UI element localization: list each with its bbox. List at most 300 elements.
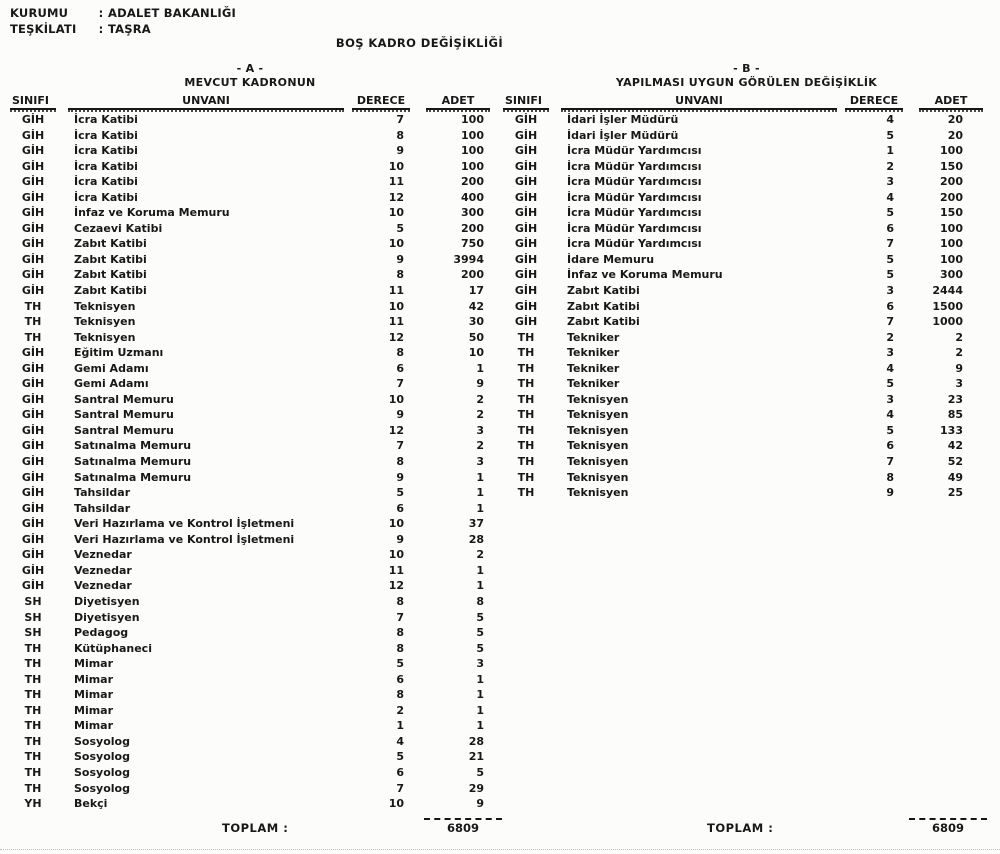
cell-adet: 2444 <box>932 284 963 298</box>
cell-derece: 9 <box>886 486 894 500</box>
cell-unvani: İnfaz ve Koruma Memuru <box>74 206 230 220</box>
cell-sinifi: TH <box>517 455 535 469</box>
cell-unvani: İcra Müdür Yardımcısı <box>567 175 702 189</box>
table-row <box>10 454 490 470</box>
table-row <box>503 470 990 486</box>
cell-adet: 100 <box>461 159 484 173</box>
cell-unvani: İcra Müdür Yardımcısı <box>567 206 702 220</box>
cell-unvani: Mimar <box>74 703 114 717</box>
table-row <box>10 656 490 672</box>
table-b-total-label: TOPLAM : <box>707 821 774 835</box>
cell-adet: 2 <box>476 548 484 562</box>
cell-sinifi: TH <box>517 392 535 406</box>
table-row <box>10 283 490 299</box>
cell-derece: 10 <box>388 797 404 811</box>
cell-derece: 4 <box>396 734 404 748</box>
cell-sinifi: GİH <box>21 252 45 266</box>
cell-adet: 5 <box>476 610 484 624</box>
cell-unvani: Mimar <box>74 672 114 686</box>
cell-derece: 2 <box>886 159 894 173</box>
cell-adet: 400 <box>461 190 484 204</box>
table-row <box>10 376 490 392</box>
column-header-derece: DERECE <box>352 93 410 110</box>
cell-derece: 8 <box>396 641 404 655</box>
table-row <box>10 299 490 315</box>
cell-adet: 5 <box>476 765 484 779</box>
cell-sinifi: GİH <box>21 486 45 500</box>
cell-adet: 3 <box>476 455 484 469</box>
cell-sinifi: TH <box>517 346 535 360</box>
cell-sinifi: SH <box>24 610 42 624</box>
cell-derece: 12 <box>388 330 404 344</box>
cell-sinifi: GİH <box>21 439 45 453</box>
cell-derece: 12 <box>388 579 404 593</box>
cell-adet: 1 <box>476 579 484 593</box>
cell-derece: 12 <box>388 423 404 437</box>
cell-sinifi: GİH <box>21 579 45 593</box>
table-row <box>10 143 490 159</box>
cell-adet: 3994 <box>453 252 484 266</box>
cell-sinifi: TH <box>24 734 42 748</box>
table-row <box>10 423 490 439</box>
page-bottom-scan-line <box>0 849 1000 850</box>
cell-adet: 100 <box>461 128 484 142</box>
cell-unvani: Zabıt Katibi <box>567 284 640 298</box>
table-b-approved-changes <box>503 60 990 852</box>
cell-adet: 29 <box>468 781 484 795</box>
cell-derece: 5 <box>396 486 404 500</box>
cell-derece: 6 <box>886 439 894 453</box>
cell-derece: 4 <box>886 408 894 422</box>
table-row <box>503 174 990 190</box>
cell-sinifi: SH <box>24 594 42 608</box>
cell-unvani: İcra Müdür Yardımcısı <box>567 221 702 235</box>
column-header-sinifi: SINIFI <box>10 93 56 110</box>
cell-derece: 2 <box>886 330 894 344</box>
table-row <box>503 112 990 128</box>
cell-sinifi: TH <box>517 361 535 375</box>
table-row <box>503 143 990 159</box>
cell-derece: 1 <box>886 144 894 158</box>
cell-derece: 5 <box>396 221 404 235</box>
table-row <box>503 159 990 175</box>
column-header-unvani: UNVANI <box>68 93 344 110</box>
cell-sinifi: GİH <box>514 175 538 189</box>
cell-adet: 3 <box>955 377 963 391</box>
cell-adet: 9 <box>476 377 484 391</box>
cell-adet: 100 <box>940 221 963 235</box>
table-row <box>10 501 490 517</box>
cell-adet: 200 <box>461 175 484 189</box>
cell-derece: 11 <box>388 315 404 329</box>
cell-derece: 3 <box>886 346 894 360</box>
cell-adet: 1 <box>476 719 484 733</box>
table-a-section-title: MEVCUT KADRONUN <box>184 75 316 89</box>
cell-unvani: Zabıt Katibi <box>74 252 147 266</box>
cell-sinifi: GİH <box>21 159 45 173</box>
cell-sinifi: GİH <box>514 159 538 173</box>
cell-sinifi: GİH <box>21 377 45 391</box>
cell-derece: 10 <box>388 548 404 562</box>
cell-derece: 5 <box>886 252 894 266</box>
cell-unvani: Teknisyen <box>567 486 629 500</box>
cell-sinifi: GİH <box>21 221 45 235</box>
table-b-total-row <box>503 816 990 842</box>
cell-adet: 42 <box>468 299 484 313</box>
cell-sinifi: GİH <box>21 206 45 220</box>
table-row <box>10 796 490 812</box>
cell-derece: 4 <box>886 113 894 126</box>
table-a-column-headers <box>10 93 490 111</box>
cell-adet: 20 <box>947 113 963 126</box>
cell-unvani: İdari İşler Müdürü <box>567 113 679 126</box>
cell-derece: 6 <box>396 501 404 515</box>
cell-unvani: Teknisyen <box>74 330 136 344</box>
cell-adet: 23 <box>947 392 963 406</box>
table-row <box>10 703 490 719</box>
teskilati-value: TAŞRA <box>108 22 151 36</box>
cell-sinifi: TH <box>24 765 42 779</box>
cell-unvani: Teknisyen <box>567 470 629 484</box>
cell-unvani: Teknisyen <box>567 455 629 469</box>
cell-sinifi: GİH <box>21 268 45 282</box>
cell-unvani: İcra Katibi <box>74 175 138 189</box>
cell-adet: 1 <box>476 688 484 702</box>
cell-adet: 30 <box>468 315 484 329</box>
cell-derece: 10 <box>388 517 404 531</box>
column-header-adet: ADET <box>426 93 490 110</box>
cell-sinifi: TH <box>24 781 42 795</box>
cell-derece: 3 <box>886 284 894 298</box>
cell-derece: 9 <box>396 408 404 422</box>
table-row <box>503 407 990 423</box>
cell-adet: 100 <box>940 144 963 158</box>
cell-sinifi: TH <box>517 330 535 344</box>
cell-adet: 3 <box>476 657 484 671</box>
cell-sinifi: GİH <box>514 268 538 282</box>
cell-derece: 8 <box>396 688 404 702</box>
cell-sinifi: GİH <box>514 252 538 266</box>
cell-adet: 52 <box>947 455 963 469</box>
cell-derece: 7 <box>886 237 894 251</box>
cell-derece: 10 <box>388 299 404 313</box>
document-meta <box>10 5 236 37</box>
cell-unvani: Cezaevi Katibi <box>74 221 163 235</box>
cell-sinifi: GİH <box>21 346 45 360</box>
table-a-rows <box>10 112 490 812</box>
cell-unvani: Teknisyen <box>567 439 629 453</box>
cell-unvani: İcra Müdür Yardımcısı <box>567 237 702 251</box>
cell-derece: 7 <box>886 455 894 469</box>
cell-sinifi: GİH <box>21 113 45 126</box>
cell-sinifi: GİH <box>21 190 45 204</box>
cell-unvani: Zabıt Katibi <box>74 268 147 282</box>
cell-unvani: Teknisyen <box>74 299 136 313</box>
cell-unvani: İcra Katibi <box>74 128 138 142</box>
cell-unvani: Satınalma Memuru <box>74 455 192 469</box>
cell-sinifi: GİH <box>21 501 45 515</box>
table-row <box>503 330 990 346</box>
cell-unvani: Veri Hazırlama ve Kontrol İşletmeni <box>74 517 295 531</box>
cell-unvani: Mimar <box>74 688 114 702</box>
teskilati-label: TEŞKİLATI <box>10 22 77 36</box>
cell-unvani: Tekniker <box>567 377 620 391</box>
cell-unvani: Tekniker <box>567 346 620 360</box>
cell-unvani: Diyetisyen <box>74 594 140 608</box>
table-row <box>503 345 990 361</box>
table-row <box>10 190 490 206</box>
cell-unvani: Bekçi <box>74 797 108 811</box>
table-row <box>10 438 490 454</box>
cell-derece: 4 <box>886 190 894 204</box>
cell-adet: 100 <box>940 237 963 251</box>
table-row <box>10 205 490 221</box>
cell-derece: 5 <box>886 206 894 220</box>
table-row <box>10 578 490 594</box>
cell-adet: 25 <box>947 486 963 500</box>
cell-sinifi: GİH <box>514 113 538 126</box>
cell-unvani: Teknisyen <box>74 315 136 329</box>
column-header-derece: DERECE <box>845 93 903 110</box>
cell-adet: 200 <box>461 268 484 282</box>
cell-unvani: Satınalma Memuru <box>74 470 192 484</box>
cell-adet: 17 <box>468 284 484 298</box>
cell-unvani: Veri Hazırlama ve Kontrol İşletmeni <box>74 532 295 546</box>
page-title: BOŞ KADRO DEĞİŞİKLİĞİ <box>335 36 504 50</box>
cell-adet: 2 <box>955 330 963 344</box>
table-row <box>10 765 490 781</box>
cell-unvani: Teknisyen <box>567 408 629 422</box>
table-row <box>503 252 990 268</box>
cell-sinifi: GİH <box>21 361 45 375</box>
cell-adet: 37 <box>468 517 484 531</box>
cell-derece: 7 <box>396 377 404 391</box>
cell-adet: 28 <box>468 734 484 748</box>
cell-adet: 9 <box>476 797 484 811</box>
cell-unvani: Tekniker <box>567 361 620 375</box>
cell-unvani: Sosyolog <box>74 765 130 779</box>
cell-adet: 200 <box>940 175 963 189</box>
table-a-section-letter: - A - <box>236 62 264 75</box>
cell-adet: 85 <box>947 408 963 422</box>
cell-unvani: Tekniker <box>567 330 620 344</box>
table-row <box>10 159 490 175</box>
cell-derece: 2 <box>396 703 404 717</box>
cell-adet: 5 <box>476 641 484 655</box>
cell-adet: 1 <box>476 501 484 515</box>
cell-derece: 11 <box>388 284 404 298</box>
table-row <box>10 610 490 626</box>
cell-unvani: İdare Memuru <box>567 252 655 266</box>
table-row <box>503 438 990 454</box>
cell-adet: 2 <box>476 439 484 453</box>
cell-derece: 9 <box>396 470 404 484</box>
cell-adet: 5 <box>476 626 484 640</box>
cell-unvani: Sosyolog <box>74 781 130 795</box>
cell-unvani: Veznedar <box>74 548 132 562</box>
cell-derece: 5 <box>886 128 894 142</box>
cell-derece: 8 <box>396 346 404 360</box>
cell-derece: 5 <box>396 657 404 671</box>
table-row <box>10 734 490 750</box>
cell-sinifi: GİH <box>21 455 45 469</box>
cell-unvani: Gemi Adamı <box>74 361 149 375</box>
table-row <box>10 112 490 128</box>
cell-unvani: Santral Memuru <box>74 423 174 437</box>
column-header-sinifi: SINIFI <box>503 93 549 110</box>
table-row <box>503 485 990 501</box>
cell-unvani: Pedagog <box>74 626 129 640</box>
table-a-section-head <box>10 62 490 89</box>
cell-sinifi: TH <box>24 719 42 733</box>
cell-derece: 8 <box>886 470 894 484</box>
teskilati-line <box>10 21 236 37</box>
cell-adet: 200 <box>461 221 484 235</box>
cell-sinifi: YH <box>24 797 42 811</box>
cell-unvani: Sosyolog <box>74 734 130 748</box>
cell-adet: 750 <box>461 237 484 251</box>
cell-unvani: İcra Katibi <box>74 159 138 173</box>
table-row <box>503 376 990 392</box>
cell-adet: 1 <box>476 563 484 577</box>
cell-adet: 100 <box>461 144 484 158</box>
cell-adet: 300 <box>940 268 963 282</box>
cell-derece: 3 <box>886 175 894 189</box>
table-row <box>10 781 490 797</box>
cell-unvani: Mimar <box>74 657 114 671</box>
cell-unvani: Zabıt Katibi <box>74 237 147 251</box>
table-row <box>503 128 990 144</box>
cell-sinifi: TH <box>24 703 42 717</box>
cell-derece: 10 <box>388 392 404 406</box>
cell-derece: 6 <box>396 361 404 375</box>
cell-unvani: Kütüphaneci <box>74 641 152 655</box>
column-header-adet: ADET <box>919 93 983 110</box>
cell-derece: 9 <box>396 144 404 158</box>
cell-derece: 6 <box>396 765 404 779</box>
cell-sinifi: SH <box>24 626 42 640</box>
cell-unvani: İcra Müdür Yardımcısı <box>567 144 702 158</box>
column-header-unvani: UNVANI <box>561 93 837 110</box>
table-row <box>503 221 990 237</box>
cell-adet: 2 <box>476 392 484 406</box>
table-row <box>10 470 490 486</box>
cell-unvani: Satınalma Memuru <box>74 439 192 453</box>
table-row <box>10 314 490 330</box>
cell-unvani: İcra Müdür Yardımcısı <box>567 159 702 173</box>
table-row <box>503 392 990 408</box>
cell-derece: 6 <box>886 299 894 313</box>
cell-sinifi: TH <box>24 688 42 702</box>
cell-unvani: Santral Memuru <box>74 392 174 406</box>
cell-derece: 5 <box>886 268 894 282</box>
table-row <box>10 749 490 765</box>
cell-unvani: İcra Müdür Yardımcısı <box>567 190 702 204</box>
cell-adet: 1500 <box>932 299 963 313</box>
cell-derece: 7 <box>396 781 404 795</box>
cell-derece: 8 <box>396 594 404 608</box>
table-b-rows <box>503 112 990 501</box>
table-row <box>503 267 990 283</box>
cell-sinifi: GİH <box>514 190 538 204</box>
cell-adet: 28 <box>468 532 484 546</box>
kurumu-value: ADALET BAKANLIĞI <box>108 6 237 20</box>
cell-sinifi: TH <box>517 423 535 437</box>
cell-sinifi: GİH <box>514 299 538 313</box>
kurumu-line <box>10 5 236 21</box>
cell-sinifi: GİH <box>514 221 538 235</box>
table-row <box>503 299 990 315</box>
table-row <box>503 314 990 330</box>
table-row <box>10 718 490 734</box>
cell-sinifi: GİH <box>514 144 538 158</box>
cell-derece: 12 <box>388 190 404 204</box>
table-row <box>503 236 990 252</box>
cell-adet: 9 <box>955 361 963 375</box>
cell-derece: 8 <box>396 455 404 469</box>
cell-derece: 4 <box>886 361 894 375</box>
cell-sinifi: GİH <box>21 423 45 437</box>
cell-sinifi: TH <box>517 486 535 500</box>
table-b-total-value: 6809 <box>909 818 987 835</box>
cell-adet: 42 <box>947 439 963 453</box>
table-b-section-head <box>503 62 990 89</box>
teskilati-separator: : <box>98 22 104 36</box>
cell-sinifi: TH <box>24 315 42 329</box>
table-row <box>10 563 490 579</box>
cell-adet: 2 <box>955 346 963 360</box>
cell-unvani: İcra Katibi <box>74 144 138 158</box>
cell-sinifi: GİH <box>21 392 45 406</box>
cell-adet: 1 <box>476 703 484 717</box>
cell-adet: 20 <box>947 128 963 142</box>
cell-unvani: Teknisyen <box>567 392 629 406</box>
cell-sinifi: GİH <box>514 284 538 298</box>
cell-sinifi: TH <box>24 672 42 686</box>
table-row <box>10 330 490 346</box>
table-row <box>503 454 990 470</box>
table-row <box>10 672 490 688</box>
cell-unvani: Diyetisyen <box>74 610 140 624</box>
cell-unvani: İcra Katibi <box>74 113 138 126</box>
cell-derece: 1 <box>396 719 404 733</box>
cell-unvani: Zabıt Katibi <box>74 284 147 298</box>
table-row <box>503 205 990 221</box>
table-row <box>10 174 490 190</box>
cell-adet: 49 <box>947 470 963 484</box>
cell-unvani: Santral Memuru <box>74 408 174 422</box>
table-row <box>503 190 990 206</box>
table-row <box>10 485 490 501</box>
cell-unvani: Zabıt Katibi <box>567 299 640 313</box>
cell-unvani: Zabıt Katibi <box>567 315 640 329</box>
cell-adet: 100 <box>940 252 963 266</box>
table-row <box>503 361 990 377</box>
cell-sinifi: TH <box>517 377 535 391</box>
cell-sinifi: TH <box>24 750 42 764</box>
kurumu-label: KURUMU <box>10 6 69 20</box>
cell-sinifi: TH <box>24 641 42 655</box>
cell-unvani: İcra Katibi <box>74 190 138 204</box>
table-row <box>10 532 490 548</box>
table-a-total-row <box>10 816 490 842</box>
cell-sinifi: TH <box>24 657 42 671</box>
table-row <box>10 547 490 563</box>
table-row <box>503 283 990 299</box>
cell-unvani: Veznedar <box>74 579 132 593</box>
kurumu-separator: : <box>98 6 104 20</box>
table-b-section-letter: - B - <box>733 62 760 75</box>
